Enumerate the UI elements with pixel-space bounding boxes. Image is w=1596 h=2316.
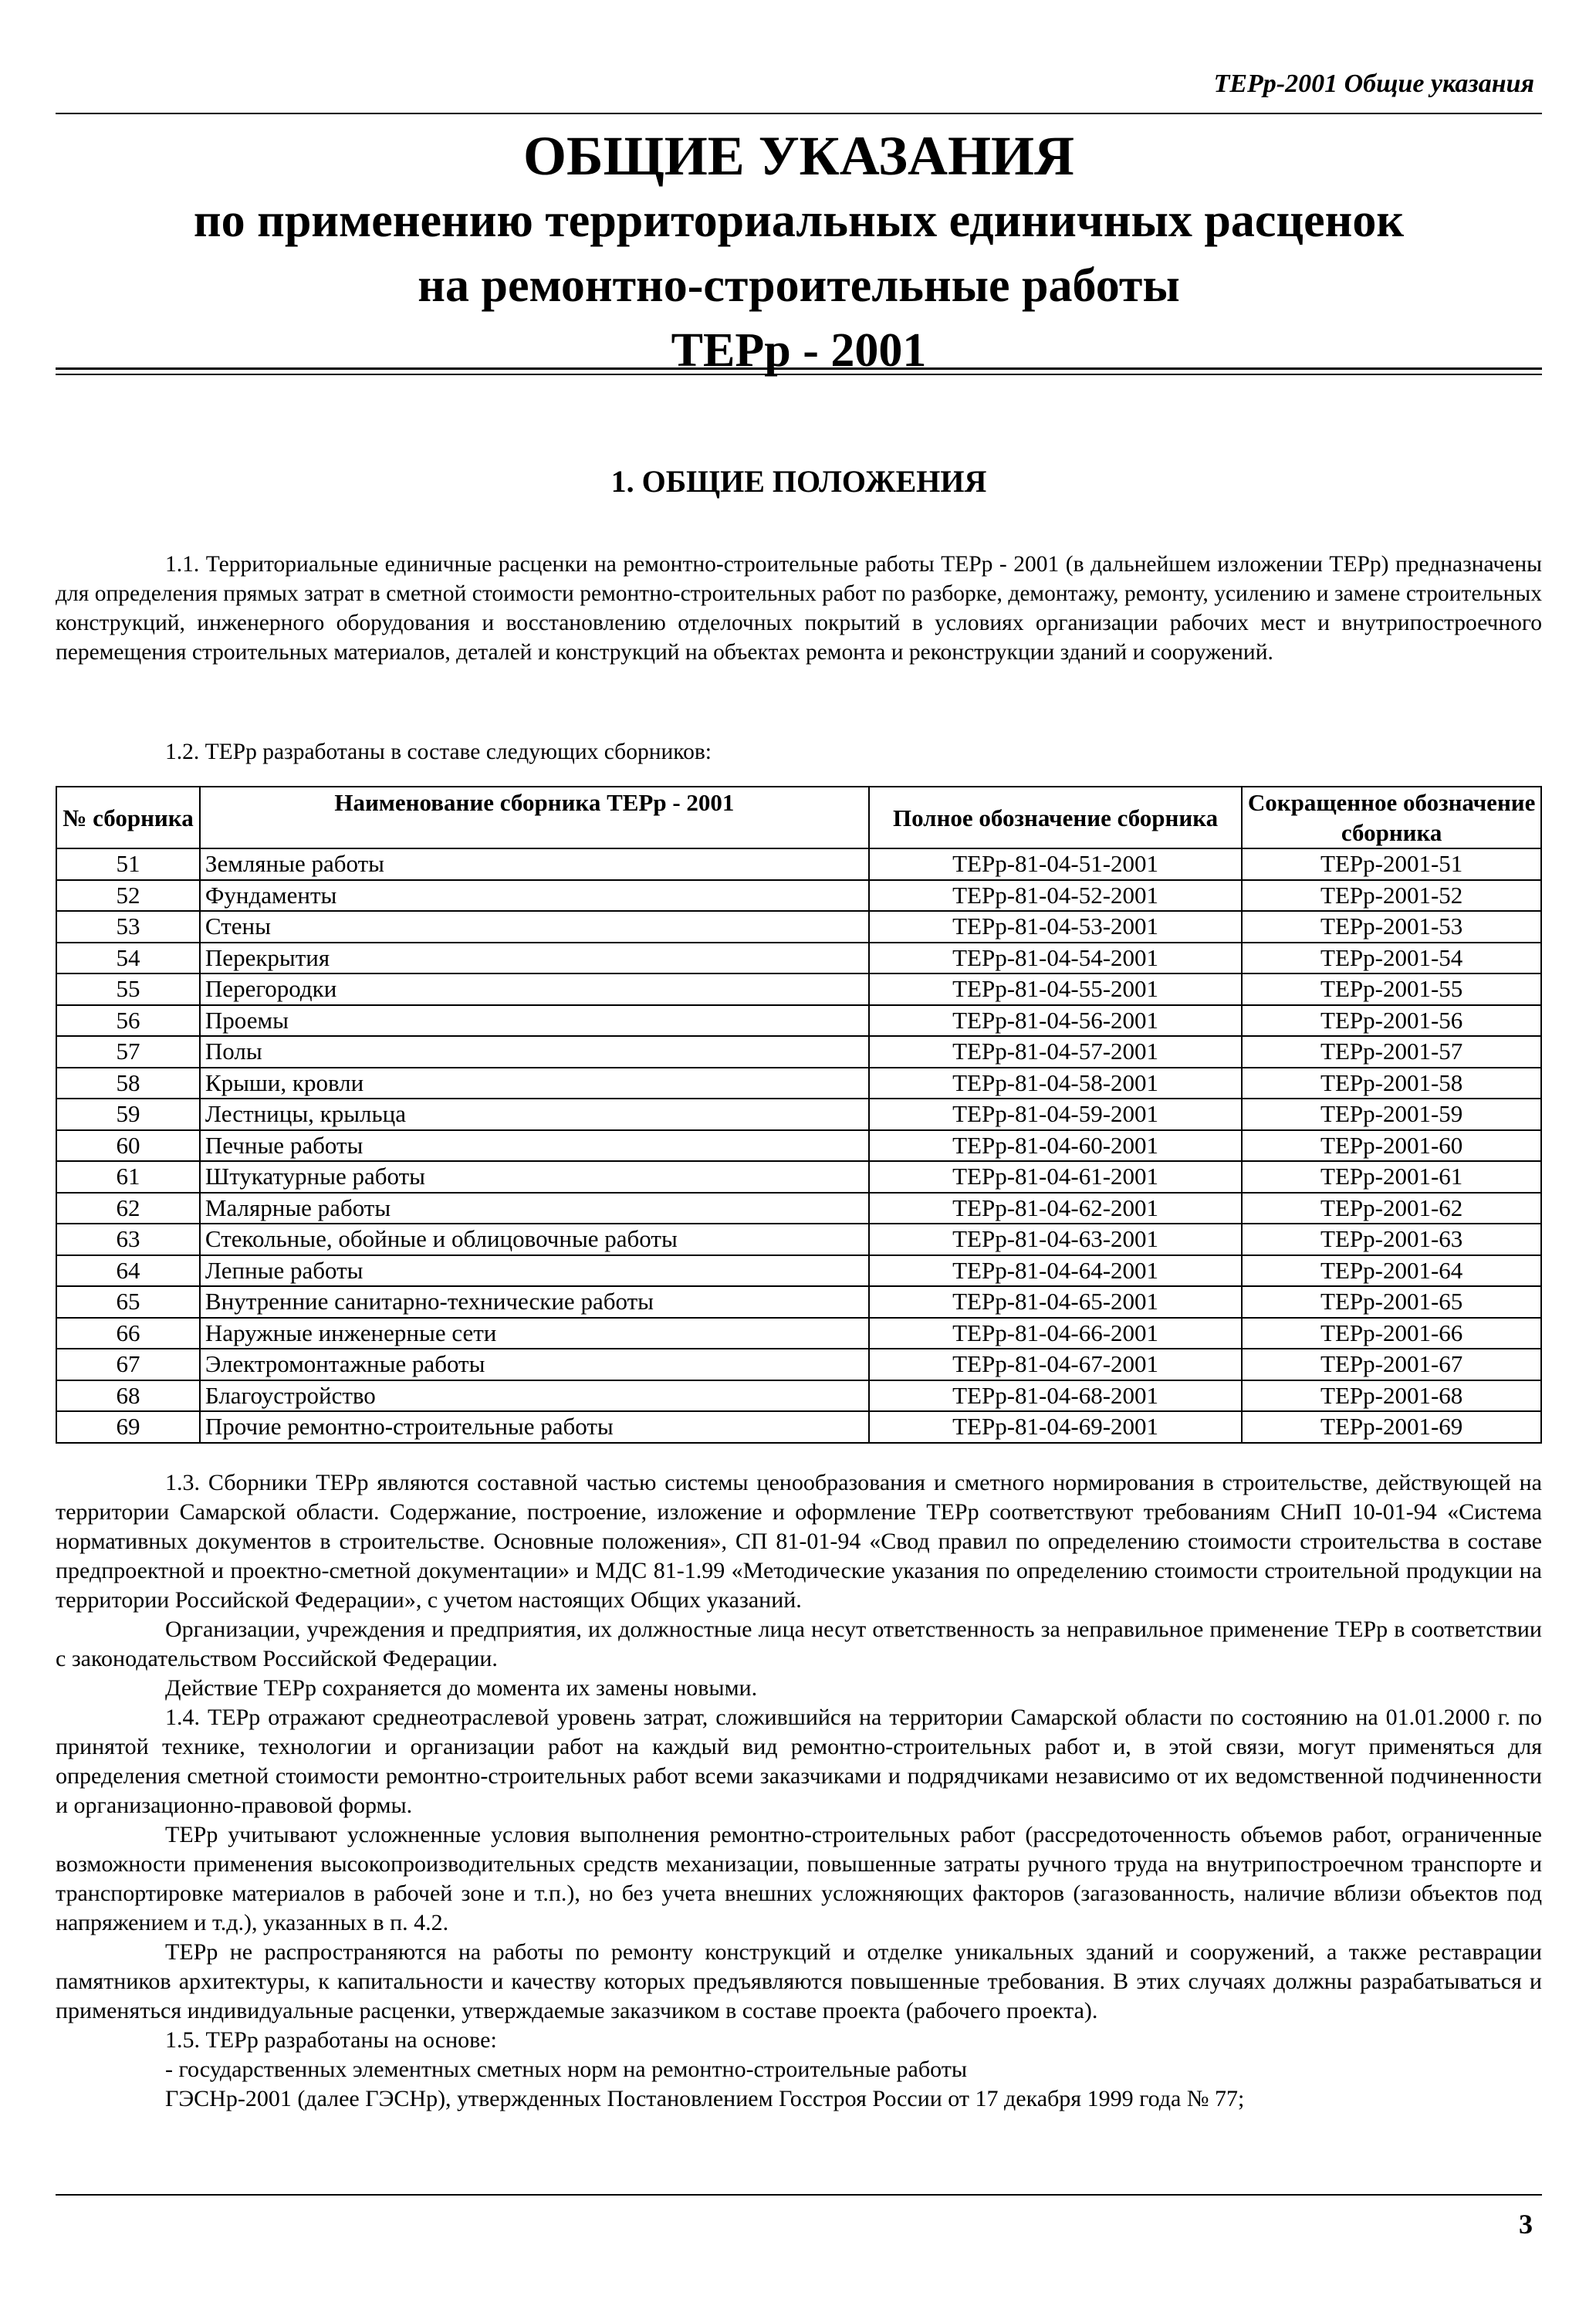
cell-short: ТЕРр-2001-52 bbox=[1242, 880, 1541, 912]
title-double-rule bbox=[56, 367, 1542, 375]
cell-full: ТЕРр-81-04-58-2001 bbox=[869, 1068, 1242, 1099]
cell-short: ТЕРр-2001-51 bbox=[1242, 848, 1541, 880]
cell-short: ТЕРр-2001-69 bbox=[1242, 1411, 1541, 1443]
cell-name: Благоустройство bbox=[200, 1380, 869, 1412]
body-paragraph: - государственных элементных сметных норм на ремонтно-строительные работы bbox=[165, 2057, 967, 2082]
table-row bbox=[56, 1130, 1541, 1162]
cell-name: Стекольные, обойные и облицовочные работы bbox=[200, 1224, 869, 1255]
cell-full: ТЕРр-81-04-69-2001 bbox=[869, 1411, 1242, 1443]
title-line-3: на ремонтно-строительные работы bbox=[418, 259, 1180, 312]
body-paragraph: ТЕРр учитывают усложненные условия выполнения ремонтно-строительных работ (рассредоточенность объемов работ, ограниченные возможности применения высокопроизводительных средств механизации, повышенные затраты ручного труда на внутрипостроечном транспорте и транспортировке материалов в рабочей зоне и т.п.), но без учета внешних усложняющих факторов (загазованность, наличие вблизи объектов под напряжением и т.д.), указанных в п. 4.2. bbox=[56, 1822, 1542, 1935]
body-paragraph: 1.4. ТЕРр отражают среднеотраслевой уровень затрат, сложившийся на территории Самарской области по состоянию на 01.01.2000 г. по принятой технике, технологии и организации работ на каждый вид ремонтно-строительных работ и, в этой связи, могут применяться для определения сметной стоимости ремонтно-строительных работ всеми заказчиками и подрядчиками независимо от их ведомственной подчиненности и организационно-правовой формы. bbox=[56, 1705, 1542, 1818]
table-row bbox=[56, 1099, 1541, 1130]
title-line-4: ТЕРр - 2001 bbox=[671, 324, 927, 377]
header-num: № сборника bbox=[56, 787, 200, 848]
cell-full: ТЕРр-81-04-68-2001 bbox=[869, 1380, 1242, 1412]
cell-full: ТЕРр-81-04-54-2001 bbox=[869, 943, 1242, 974]
table-row bbox=[56, 1318, 1541, 1349]
title-block bbox=[56, 124, 1542, 383]
cell-full: ТЕРр-81-04-61-2001 bbox=[869, 1161, 1242, 1193]
cell-num: 62 bbox=[56, 1193, 200, 1224]
cell-num: 54 bbox=[56, 943, 200, 974]
table-row bbox=[56, 1224, 1541, 1255]
cell-num: 69 bbox=[56, 1411, 200, 1443]
cell-num: 64 bbox=[56, 1255, 200, 1287]
cell-name: Стены bbox=[200, 911, 869, 943]
cell-short: ТЕРр-2001-54 bbox=[1242, 943, 1541, 974]
cell-num: 58 bbox=[56, 1068, 200, 1099]
table-row bbox=[56, 911, 1541, 943]
title-line-2: по применению территориальных единичных расценок bbox=[193, 195, 1405, 247]
cell-num: 63 bbox=[56, 1224, 200, 1255]
body-paragraph: 1.3. Сборники ТЕРр являются составной частью системы ценообразования и сметного нормирования в строительстве, действующей на территории Самарской области. Содержание, построение, изложение и оформление ТЕРр соответствуют требованиям СНиП 10-01-94 «Система нормативных документов в строительстве. Основные положения», СП 81-01-94 «Свод правил по определению стоимости строительства в составе предпроектной и проектно-сметной документации» и МДС 81-1.99 «Методические указания по определению стоимости строительной продукции на территории Российской Федерации», с учетом настоящих Общих указаний. bbox=[56, 1470, 1542, 1613]
cell-num: 59 bbox=[56, 1099, 200, 1130]
cell-name: Полы bbox=[200, 1036, 869, 1068]
cell-full: ТЕРр-81-04-52-2001 bbox=[869, 880, 1242, 912]
table-row bbox=[56, 1068, 1541, 1099]
cell-name: Земляные работы bbox=[200, 848, 869, 880]
cell-full: ТЕРр-81-04-60-2001 bbox=[869, 1130, 1242, 1162]
body-paragraph: Организации, учреждения и предприятия, их должностные лица несут ответственность за неправильное применение ТЕРр в соответствии с законодательством Российской Федерации. bbox=[56, 1617, 1542, 1671]
cell-num: 61 bbox=[56, 1161, 200, 1193]
cell-num: 53 bbox=[56, 911, 200, 943]
cell-short: ТЕРр-2001-66 bbox=[1242, 1318, 1541, 1349]
cell-full: ТЕРр-81-04-51-2001 bbox=[869, 848, 1242, 880]
table-row bbox=[56, 1193, 1541, 1224]
table-row bbox=[56, 1255, 1541, 1287]
table-row bbox=[56, 1005, 1541, 1037]
body-paragraph: Действие ТЕРр сохраняется до момента их замены новыми. bbox=[165, 1675, 758, 1701]
body-paragraph: ТЕРр не распространяются на работы по ремонту конструкций и отделке уникальных зданий и сооружений, а также реставрации памятников архитектуры, к капитальности и качеству которых предъявляются повышенные требования. В этих случаях должны разрабатываться и применяться индивидуальные расценки, утверждаемые заказчиком в составе проекта (рабочего проекта). bbox=[56, 1939, 1542, 2023]
cell-full: ТЕРр-81-04-66-2001 bbox=[869, 1318, 1242, 1349]
cell-short: ТЕРр-2001-57 bbox=[1242, 1036, 1541, 1068]
table-row bbox=[56, 1380, 1541, 1412]
cell-full: ТЕРр-81-04-59-2001 bbox=[869, 1099, 1242, 1130]
cell-short: ТЕРр-2001-55 bbox=[1242, 973, 1541, 1005]
cell-name: Крыши, кровли bbox=[200, 1068, 869, 1099]
body-paragraph: 1.5. ТЕРр разработаны на основе: bbox=[165, 2027, 497, 2053]
table-row bbox=[56, 943, 1541, 974]
paragraph-1-2: 1.2. ТЕРр разработаны в составе следующих сборников: bbox=[165, 740, 712, 764]
cell-num: 52 bbox=[56, 880, 200, 912]
cell-short: ТЕРр-2001-63 bbox=[1242, 1224, 1541, 1255]
cell-full: ТЕРр-81-04-63-2001 bbox=[869, 1224, 1242, 1255]
cell-full: ТЕРр-81-04-56-2001 bbox=[869, 1005, 1242, 1037]
cell-num: 66 bbox=[56, 1318, 200, 1349]
cell-name: Фундаменты bbox=[200, 880, 869, 912]
cell-short: ТЕРр-2001-53 bbox=[1242, 911, 1541, 943]
cell-name: Лестницы, крыльца bbox=[200, 1099, 869, 1130]
cell-full: ТЕРр-81-04-64-2001 bbox=[869, 1255, 1242, 1287]
body-paragraph: ГЭСНр-2001 (далее ГЭСНр), утвержденных Постановлением Госстроя России от 17 декабря 1999 года № 77; bbox=[165, 2086, 1245, 2111]
cell-name: Наружные инженерные сети bbox=[200, 1318, 869, 1349]
cell-name: Внутренние санитарно-технические работы bbox=[200, 1286, 869, 1318]
cell-num: 68 bbox=[56, 1380, 200, 1412]
collections-table bbox=[56, 786, 1542, 1444]
cell-short: ТЕРр-2001-65 bbox=[1242, 1286, 1541, 1318]
cell-name: Перекрытия bbox=[200, 943, 869, 974]
table-header-row bbox=[56, 787, 1541, 848]
cell-name: Перегородки bbox=[200, 973, 869, 1005]
header-short: Сокращенное обозначение сборника bbox=[1242, 787, 1541, 848]
cell-name: Лепные работы bbox=[200, 1255, 869, 1287]
cell-short: ТЕРр-2001-59 bbox=[1242, 1099, 1541, 1130]
cell-name: Малярные работы bbox=[200, 1193, 869, 1224]
cell-name: Штукатурные работы bbox=[200, 1161, 869, 1193]
paragraph-1-1: 1.1. Территориальные единичные расценки на ремонтно-строительные работы ТЕРр - 2001 (в дальнейшем изложении ТЕРр) предназначены для определения прямых затрат в сметной стоимости ремонтно-строительных работ по разборке, демонтажу, ремонту, усилению и замене строительных конструкций, инженерного оборудования и восстановлению отделочных покрытий в условиях организации рабочих мест и внутрипостроечного перемещения строительных материалов, деталей и конструкций на объектах ремонта и реконструкции зданий и сооружений. bbox=[56, 552, 1542, 665]
body-text bbox=[56, 1468, 1542, 2114]
cell-short: ТЕРр-2001-62 bbox=[1242, 1193, 1541, 1224]
cell-num: 51 bbox=[56, 848, 200, 880]
cell-num: 65 bbox=[56, 1286, 200, 1318]
table-row bbox=[56, 1161, 1541, 1193]
cell-short: ТЕРр-2001-58 bbox=[1242, 1068, 1541, 1099]
table-row bbox=[56, 880, 1541, 912]
cell-short: ТЕРр-2001-68 bbox=[1242, 1380, 1541, 1412]
top-rule bbox=[56, 113, 1542, 114]
cell-full: ТЕРр-81-04-53-2001 bbox=[869, 911, 1242, 943]
cell-short: ТЕРр-2001-67 bbox=[1242, 1349, 1541, 1380]
title-main: ОБЩИЕ УКАЗАНИЯ bbox=[523, 125, 1074, 187]
cell-full: ТЕРр-81-04-62-2001 bbox=[869, 1193, 1242, 1224]
table-row bbox=[56, 1036, 1541, 1068]
cell-num: 57 bbox=[56, 1036, 200, 1068]
cell-full: ТЕРр-81-04-65-2001 bbox=[869, 1286, 1242, 1318]
cell-num: 56 bbox=[56, 1005, 200, 1037]
table-body bbox=[56, 848, 1541, 1443]
header-full: Полное обозначение сборника bbox=[869, 787, 1242, 848]
table-row bbox=[56, 973, 1541, 1005]
running-head: ТЕРр-2001 Общие указания bbox=[1213, 69, 1534, 98]
table-row bbox=[56, 1411, 1541, 1443]
cell-name: Электромонтажные работы bbox=[200, 1349, 869, 1380]
header-name: Наименование сборника ТЕРр - 2001 bbox=[200, 787, 869, 848]
cell-short: ТЕРр-2001-60 bbox=[1242, 1130, 1541, 1162]
cell-num: 67 bbox=[56, 1349, 200, 1380]
cell-short: ТЕРр-2001-61 bbox=[1242, 1161, 1541, 1193]
page-number: 3 bbox=[1519, 2209, 1533, 2240]
cell-name: Печные работы bbox=[200, 1130, 869, 1162]
bottom-rule bbox=[56, 2194, 1542, 2196]
cell-num: 55 bbox=[56, 973, 200, 1005]
cell-short: ТЕРр-2001-56 bbox=[1242, 1005, 1541, 1037]
cell-num: 60 bbox=[56, 1130, 200, 1162]
cell-full: ТЕРр-81-04-55-2001 bbox=[869, 973, 1242, 1005]
cell-name: Проемы bbox=[200, 1005, 869, 1037]
table-row bbox=[56, 1286, 1541, 1318]
table-row bbox=[56, 1349, 1541, 1380]
table-row bbox=[56, 848, 1541, 880]
section-heading: 1. ОБЩИЕ ПОЛОЖЕНИЯ bbox=[610, 464, 987, 499]
cell-name: Прочие ремонтно-строительные работы bbox=[200, 1411, 869, 1443]
cell-short: ТЕРр-2001-64 bbox=[1242, 1255, 1541, 1287]
cell-full: ТЕРр-81-04-57-2001 bbox=[869, 1036, 1242, 1068]
cell-full: ТЕРр-81-04-67-2001 bbox=[869, 1349, 1242, 1380]
